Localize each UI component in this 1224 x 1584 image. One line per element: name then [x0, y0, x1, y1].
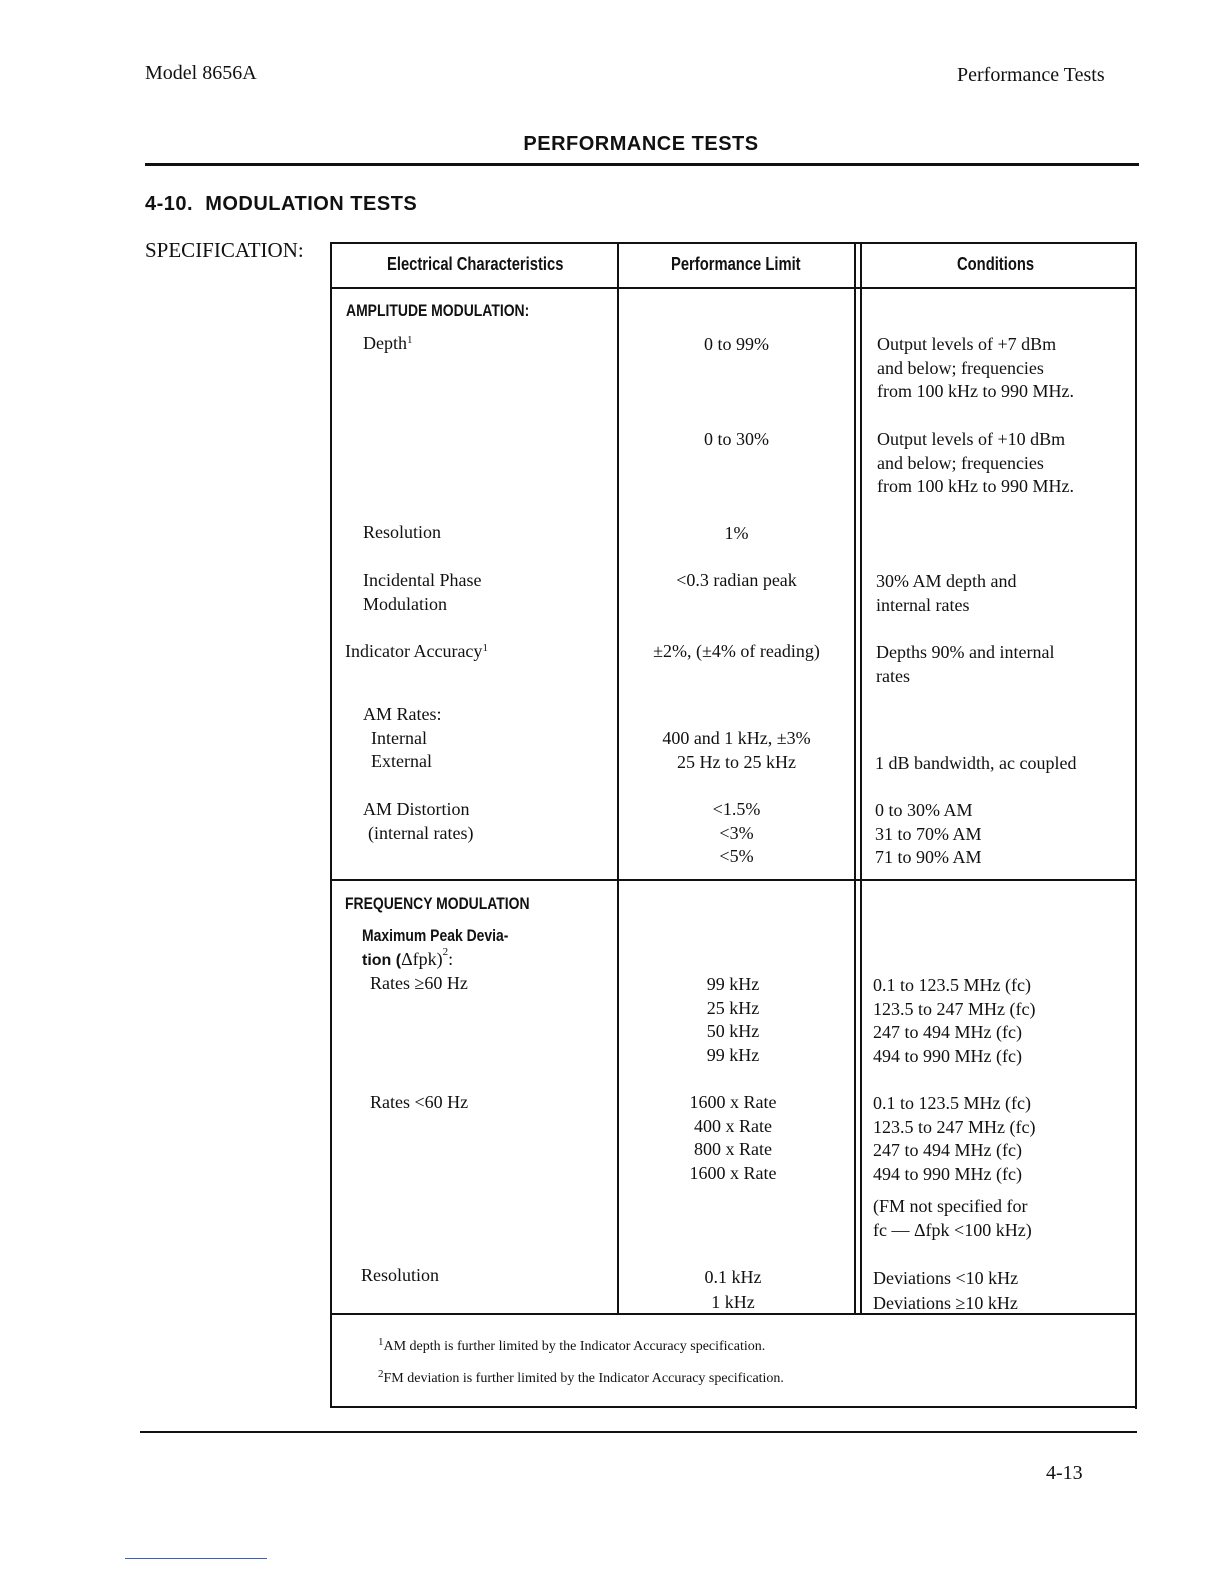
col-header-limit: Performance Limit: [671, 254, 801, 274]
am-ipm-limit: <0.3 radian peak: [676, 570, 797, 590]
fm-resolution-conds: Deviations <10 kHz Deviations ≥10 kHz: [873, 1268, 1019, 1313]
fm-note: (FM not specified for fc — Δfpk <100 kHz): [873, 1196, 1032, 1240]
footnote-1: $^1$AM depth is further limited by the Indicator Accuracy specification.: [378, 1336, 766, 1354]
col-header-conditions: Conditions: [957, 254, 1035, 274]
spec-label: SPECIFICATION:: [145, 238, 304, 262]
am-accuracy-label: Indicator Accuracy$^1$: [345, 641, 488, 661]
am-depth-cond-2: Output levels of +10 dBm and below; frequencies from 100 kHz to 990 MHz.: [877, 429, 1074, 496]
am-distortion-sub: (internal rates): [368, 823, 474, 843]
am-distortion-limits: <1.5% <3% <5%: [712, 799, 761, 866]
fm-heading: FREQUENCY MODULATION: [345, 894, 530, 913]
scan-artifact-line: [125, 1558, 267, 1559]
fm-max-dev-label-1: Maximum Peak Devia-: [362, 926, 509, 945]
am-depth-cond-1: Output levels of +7 dBm and below; frequencies from 100 kHz to 990 MHz.: [877, 334, 1074, 401]
am-accuracy-limit: ±2%, (±4% of reading): [653, 641, 820, 661]
fm-rates-ge-label: Rates ≥60 Hz: [370, 973, 468, 993]
am-distortion-conds: 0 to 30% AM 31 to 70% AM 71 to 90% AM: [875, 800, 982, 867]
header-model: Model 8656A: [145, 62, 257, 84]
am-heading: AMPLITUDE MODULATION:: [346, 301, 530, 320]
am-internal-label: Internal: [371, 728, 427, 748]
am-depth-limit-2: 0 to 30%: [704, 429, 769, 449]
am-external-limit: 25 Hz to 25 kHz: [677, 752, 796, 772]
fm-resolution-limits: 0.1 kHz 1 kHz: [704, 1267, 762, 1312]
am-ipm-cond: 30% AM depth and internal rates: [876, 571, 1017, 615]
fm-max-dev-label-2: tion $(\Delta fpk)^2$:: [362, 946, 454, 969]
fm-rates-lt-label: Rates <60 Hz: [370, 1092, 469, 1112]
page-number: 4-13: [1046, 1462, 1083, 1484]
fm-rates-lt-limits: 1600 x Rate 400 x Rate 800 x Rate 1600 x Rate: [689, 1092, 777, 1183]
am-depth-label: Depth$^1$: [363, 333, 413, 353]
section-heading: 4-10. MODULATION TESTS: [145, 193, 418, 215]
am-external-cond: 1 dB bandwidth, ac coupled: [875, 753, 1077, 773]
am-external-label: External: [371, 751, 432, 771]
am-resolution-label: Resolution: [363, 522, 442, 542]
am-ipm-label: Incidental Phase Modulation: [363, 570, 482, 614]
title-rule: [145, 163, 1139, 166]
am-distortion-label: AM Distortion: [363, 799, 470, 819]
am-resolution-limit: 1%: [724, 523, 749, 543]
am-accuracy-cond: Depths 90% and internal rates: [876, 642, 1055, 686]
am-depth-limit-1: 0 to 99%: [704, 334, 769, 354]
fm-resolution-label: Resolution: [361, 1265, 440, 1285]
bottom-rule: [140, 1431, 1137, 1433]
am-rates-label: AM Rates:: [363, 704, 442, 724]
page-title: PERFORMANCE TESTS: [523, 133, 759, 155]
col-header-electrical: Electrical Characteristics: [387, 254, 564, 274]
fm-rates-ge-limits: 99 kHz 25 kHz 50 kHz 99 kHz: [706, 974, 760, 1065]
fm-rates-ge-conds: 0.1 to 123.5 MHz (fc) 123.5 to 247 MHz (fc) 247 to 494 MHz (fc) 494 to 990 MHz (fc): [873, 975, 1036, 1066]
fm-rates-lt-conds: 0.1 to 123.5 MHz (fc) 123.5 to 247 MHz (fc) 247 to 494 MHz (fc) 494 to 990 MHz (fc): [873, 1093, 1036, 1184]
header-section: Performance Tests: [957, 64, 1105, 86]
footnote-2: $^2$FM deviation is further limited by the Indicator Accuracy specification.: [378, 1368, 784, 1386]
am-internal-limit: 400 and 1 kHz, ±3%: [662, 728, 811, 748]
